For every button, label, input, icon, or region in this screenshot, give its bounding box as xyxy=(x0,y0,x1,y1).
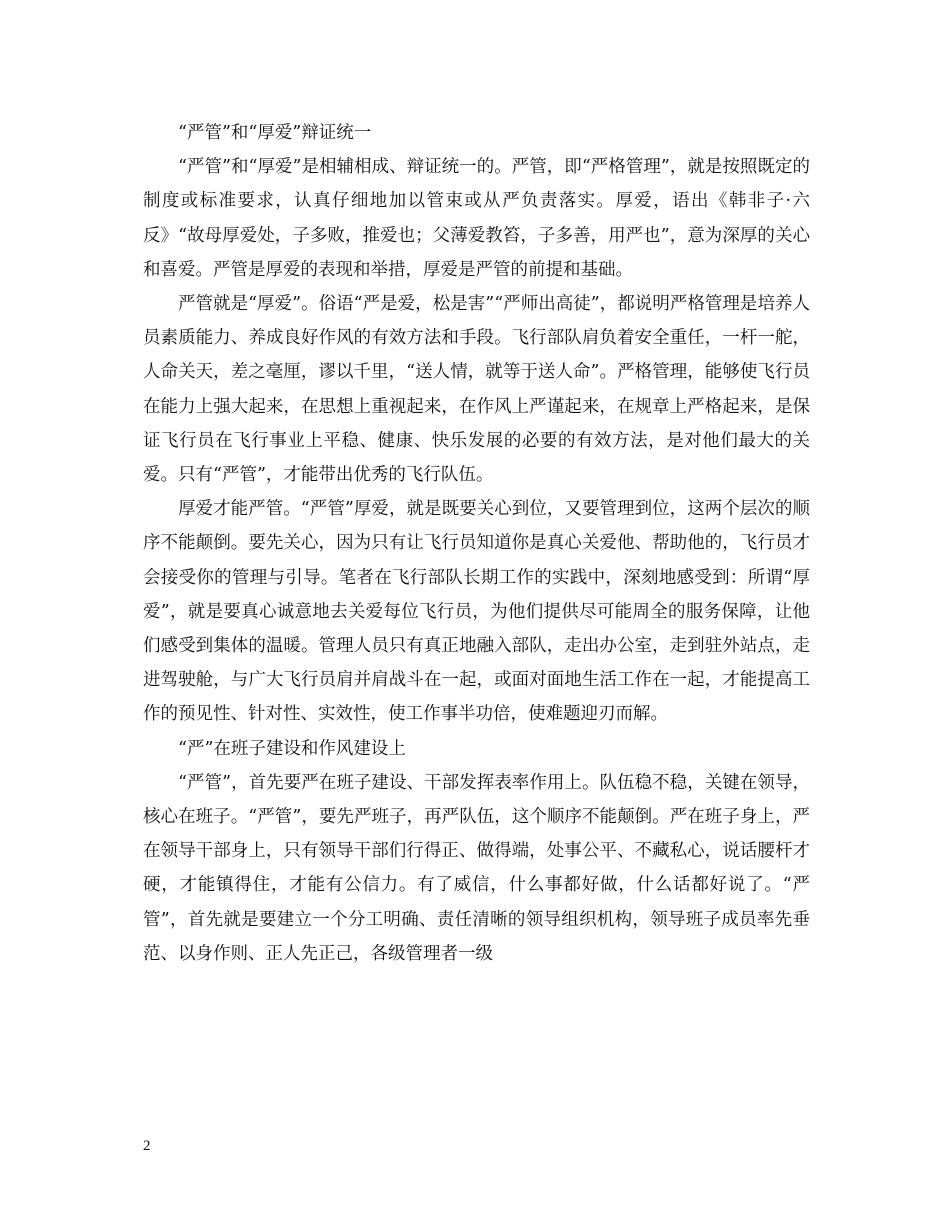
page-number: 2 xyxy=(143,1138,151,1154)
paragraph-3: 厚爱才能严管。“严管”厚爱，就是既要关心到位，又要管理到位，这两个层次的顺序不能颠倒。要先关心，因为只有让飞行员知道你是真心关爱他、帮助他的，飞行员才会接受你的管理与引导。笔者在飞行部队长期工作的实践中，深刻地感受到：所谓“厚爱”，就是要真心诚意地去关爱每位飞行员，为他们提供尽可能周全的服务保障，让他们感受到集体的温暖。管理人员只有真正地融入部队，走出办公室，走到驻外站点，走进驾驶舱，与广大飞行员肩并肩战斗在一起，或面对面地生活工作在一起，才能提高工作的预见性、针对性、实效性，使工作事半功倍，使难题迎刃而解。 xyxy=(143,499,810,725)
section-heading-1: “严管”和“厚爱”辩证统一 xyxy=(178,123,372,143)
paragraph-2: 严管就是“厚爱”。俗语“严是爱，松是害”“严师出高徒”，都说明严格管理是培养人员素质能力、养成良好作风的有效方法和手段。飞行部队肩负着安全重任，一杆一舵，人命关天，差之毫厘，谬以千里，“送人情，就等于送人命”。严格管理，能够使飞行员在能力上强大起来，在思想上重视起来，在作风上严谨起来，在规章上严格起来，是保证飞行员在飞行事业上平稳、健康、快乐发展的必要的有效方法，是对他们最大的关爱。只有“严管”，才能带出优秀的飞行队伍。 xyxy=(143,294,810,486)
paragraph-4: “严管”，首先要严在班子建设、干部发挥表率作用上。队伍稳不稳，关键在领导，核心在班子。“严管”，要先严班子，再严队伍，这个顺序不能颠倒。严在班子身上，严在领导干部身上，只有领导干部们行得正、做得端，处事公平、不藏私心，说话腰杆才硬，才能镇得住，才能有公信力。有了威信，什么事都好做，什么话都好说了。“严管”，首先就是要建立一个分工明确、责任清晰的领导组织机构，领导班子成员率先垂范、以身作则、正人先正己，各级管理者一级 xyxy=(143,772,810,964)
paragraph-1: “严管”和“厚爱”是相辅相成、辩证统一的。严管，即“严格管理”，就是按照既定的制度或标准要求，认真仔细地加以管束或从严负责落实。厚爱，语出《韩非子·六反》“故母厚爱处，子多败，推爱也；父薄爱教笞，子多善，用严也”，意为深厚的关心和喜爱。严管是厚爱的表现和举措，厚爱是严管的前提和基础。 xyxy=(143,157,810,280)
section-heading-2: “严”在班子建设和作风建设上 xyxy=(178,738,406,759)
document-body xyxy=(143,116,810,971)
